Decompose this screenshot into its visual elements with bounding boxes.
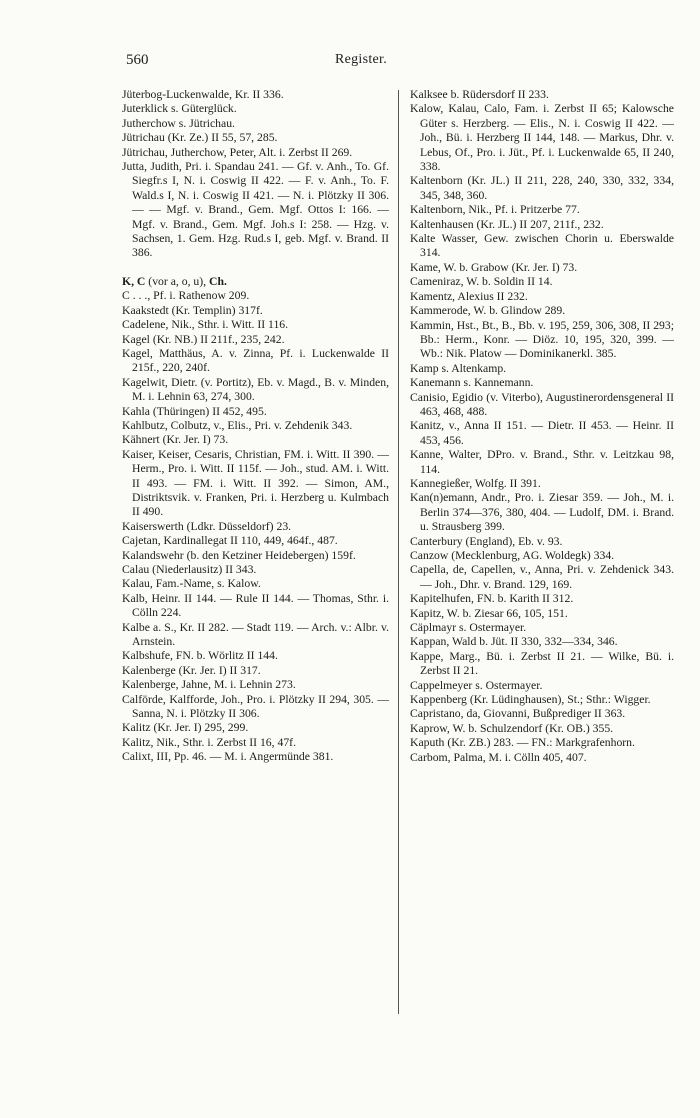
index-entry: Kahla (Thüringen) II 452, 495.	[122, 404, 267, 418]
index-entry: Kalb, Heinr. II 144. — Rule II 144. — Thomas, Sthr. i. Cölln 224.	[122, 591, 389, 620]
index-entry: Capella, de, Capellen, v., Anna, Pri. v. Zehdenick 343. — Joh., Dhr. v. Brand. 129, 169.	[410, 563, 674, 591]
index-entry: Kahlbutz, Colbutz, v., Elis., Pri. v. Zehdenik 343.	[122, 418, 353, 432]
index-entry: Kappe, Marg., Bü. i. Zerbst II 21. — Wilke, Bü. i. Zerbst II 21.	[410, 649, 674, 678]
index-entry: Carbom, Palma, M. i. Cölln 405, 407.	[410, 750, 587, 764]
index-entry: Kappenberg (Kr. Lüdinghausen), St.; Sthr.: Wigger.	[410, 693, 651, 707]
index-entry: Jutta, Judith, Pri. i. Spandau 241. — Gf. v. Anh., To. Gf. Siegfr.s I, N. i. Coswig II 422. — F. v. Anh., To. F. Wald.s I, N. i. Coswig II 421. — N. i. Plötzky II 306. — — Mgf. v. Brand., Gem. Mgf. Ottos I: 166. — Mgf. v. Brand., Gem. Mgf. Joh.s I: 258. — Hzg. v. Sachsen, 1. Gem. Hzg. Rud.s I, geb. Mgf. v. Brand. II 386.	[122, 160, 389, 260]
index-entry: Calförde, Kalfforde, Joh., Pro. i. Plötzky II 294, 305. — Sanna, N. i. Plötzky II 306.	[122, 692, 389, 721]
index-entry: Kappan, Wald b. Jüt. II 330, 332—334, 346.	[410, 635, 618, 649]
index-entry: Kannegießer, Wolfg. II 391.	[410, 476, 541, 490]
page-header	[126, 52, 596, 78]
index-entry: Capristano, da, Giovanni, Bußprediger II 363.	[410, 707, 626, 721]
index-entry: Kagelwit, Dietr. (v. Portitz), Eb. v. Magd., B. v. Minden, M. i. Lehnin 63, 274, 300.	[122, 375, 389, 404]
index-entry: Kapitz, W. b. Ziesar 66, 105, 151.	[410, 606, 568, 620]
index-entry: Canterbury (England), Eb. v. 93.	[410, 534, 563, 548]
index-entry: Kalandswehr (b. den Ketziner Heidebergen) 159f.	[122, 548, 356, 562]
index-entry: Kalenberge, Jahne, M. i. Lehnin 273.	[122, 678, 296, 692]
index-entry: Kanemann s. Kannemann.	[410, 376, 534, 390]
index-entry: Kapitelhufen, FN. b. Karith II 312.	[410, 592, 574, 606]
index-entry: Kähnert (Kr. Jer. I) 73.	[122, 433, 229, 447]
index-entry: Kamp s. Altenkamp.	[410, 361, 507, 375]
index-entry: Kalitz, Nik., Sthr. i. Zerbst II 16, 47f.	[122, 735, 296, 749]
index-entry: Kalow, Kalau, Calo, Fam. i. Zerbst II 65; Kalowsche Güter s. Herzberg. — Elis., N. i. Coswig II 422. — Joh., Bü. i. Herzberg II 144, 148. — Markus, Dhr. v. Lebus, Of., Pro. i. Jüt., Pf. i. Luckenwalde 65, II 240, 338.	[410, 102, 674, 174]
index-entry: Kalbe a. S., Kr. II 282. — Stadt 119. — Arch. v.: Albr. v. Arnstein.	[122, 620, 389, 649]
index-entry: Jütrichau (Kr. Ze.) II 55, 57, 285.	[122, 131, 278, 145]
index-entry: Kagel, Matthäus, A. v. Zinna, Pf. i. Luckenwalde II 215f., 220, 240f.	[122, 346, 389, 375]
index-entry: Jutherchow s. Jütrichau.	[122, 116, 235, 130]
index-entry: Kammerode, W. b. Glindow 289.	[410, 304, 566, 318]
index-entry: Cäplmayr s. Ostermayer.	[410, 621, 527, 635]
index-entry: Jüterbog-Luckenwalde, Kr. II 336.	[122, 88, 284, 101]
column-divider	[398, 90, 399, 1014]
index-entry: Kalbshufe, FN. b. Wörlitz II 144.	[122, 649, 278, 663]
index-entry: Kanne, Walter, DPro. v. Brand., Sthr. v. Leitzkau 98, 114.	[410, 448, 674, 476]
index-entry: Kalksee b. Rüdersdorf II 233.	[410, 88, 549, 101]
index-entry: Kaltenborn (Kr. JL.) II 211, 228, 240, 330, 332, 334, 345, 348, 360.	[410, 174, 674, 202]
right-column	[410, 88, 674, 765]
index-entry: Kanitz, v., Anna II 151. — Dietr. II 453. — Heinr. II 453, 456.	[410, 419, 674, 447]
index-entry: Kaltenhausen (Kr. JL.) II 207, 211f., 232.	[410, 217, 604, 231]
index-entry: Cappelmeyer s. Ostermayer.	[410, 678, 543, 692]
index-entry: Kalitz (Kr. Jer. I) 295, 299.	[122, 721, 249, 735]
index-entry: Cameniraz, W. b. Soldin II 14.	[410, 275, 553, 289]
index-entry: Kaltenborn, Nik., Pf. i. Pritzerbe 77.	[410, 203, 580, 217]
index-entry: Kaputh (Kr. ZB.) 283. — FN.: Markgrafenhorn.	[410, 736, 635, 750]
index-entry: Kan(n)emann, Andr., Pro. i. Ziesar 359. — Joh., M. i. Berlin 374—376, 380, 404. — Ludolf, DM. i. Brand. u. Strausberg 399.	[410, 491, 674, 534]
running-title: Register.	[334, 52, 388, 67]
index-entry: Calixt, III, Pp. 46. — M. i. Angermünde 381.	[122, 750, 334, 764]
index-entry: Canzow (Mecklenburg, AG. Woldegk) 334.	[410, 549, 615, 562]
index-entry: Canisio, Egidio (v. Viterbo), Augustinerordensgeneral II 463, 468, 488.	[410, 390, 674, 418]
index-entry: Kalte Wasser, Gew. zwischen Chorin u. Eberswalde 314.	[410, 232, 674, 260]
index-entry: Kaiser, Keiser, Cesaris, Christian, FM. i. Witt. II 390. — Herm., Pro. i. Witt. II 115f. — Joh., stud. AM. i. Witt. II 493. — FM. i. Witt. II 392. — Simon, AM., Distriktsvik. v. Franken, Pri. i. Herzberg u. Kulmbach II 490.	[122, 447, 389, 519]
index-entry: Kaiserswerth (Ldkr. Düsseldorf) 23.	[122, 519, 292, 533]
index-entry: Kamentz, Alexius II 232.	[410, 289, 528, 303]
page-number: 560	[126, 52, 149, 68]
index-entry: Kalau, Fam.-Name, s. Kalow.	[122, 577, 261, 591]
left-column	[122, 88, 389, 765]
index-entry: Cajetan, Kardinallegat II 110, 449, 464f., 487.	[122, 534, 338, 548]
index-entry: Kalenberge (Kr. Jer. I) II 317.	[122, 663, 261, 677]
index-entry: Kammin, Hst., Bt., B., Bb. v. 195, 259, 306, 308, II 293; Bb.: Herm., Konr. — Diöz. 10, 195, 320, 399. — Wb.: Nik. Platow — Dominikanerkl. 385.	[410, 318, 674, 361]
index-entry: Kagel (Kr. NB.) II 211f., 235, 242.	[122, 332, 285, 346]
index-entry: Kaprow, W. b. Schulzendorf (Kr. OB.) 355.	[410, 721, 614, 735]
index-entry: Kame, W. b. Grabow (Kr. Jer. I) 73.	[410, 260, 578, 274]
index-entry: Jütrichau, Jutherchow, Peter, Alt. i. Zerbst II 269.	[122, 145, 353, 159]
index-entry: Juterklick s. Güterglück.	[122, 102, 237, 116]
index-entry: C . . ., Pf. i. Rathenow 209.	[122, 289, 250, 303]
index-entry: Cadelene, Nik., Sthr. i. Witt. II 116.	[122, 318, 289, 332]
section-heading-k: K, C (vor a, o, u), Ch.	[122, 274, 227, 288]
index-entry: Kaakstedt (Kr. Templin) 317f.	[122, 303, 263, 317]
index-entry: Calau (Niederlausitz) II 343.	[122, 563, 257, 576]
